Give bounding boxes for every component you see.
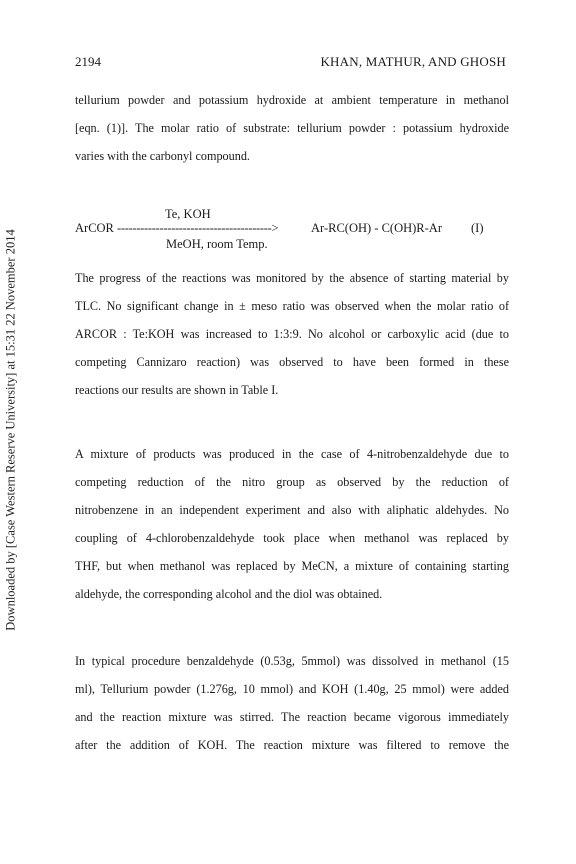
text-line: [eqn. (1)]. The molar ratio of substrate: tellurium powder : potassium hydroxide — [75, 121, 509, 135]
text-line: ml), Tellurium powder (1.276g, 10 mmol) and KOH (1.40g, 25 mmol) were added — [75, 682, 509, 696]
text-line: A mixture of products was produced in the case of 4-nitrobenzaldehyde due to — [75, 447, 509, 461]
text-line: reactions our results are shown in Table I. — [75, 383, 279, 397]
text-line: nitrobenzene in an independent experiment and also with aliphatic aldehydes. No — [75, 503, 509, 517]
reactant: ArCOR — [75, 221, 114, 235]
paragraph-intro — [75, 86, 509, 170]
text-line: tellurium powder and potassium hydroxide at ambient temperature in methanol — [75, 93, 509, 107]
product: Ar-RC(OH) - C(OH)R-Ar — [311, 221, 442, 235]
page-number: 2194 — [75, 54, 101, 69]
text-line: varies with the carbonyl compound. — [75, 149, 250, 163]
text-line: In typical procedure benzaldehyde (0.53g, 5mmol) was dissolved in methanol (15 — [75, 654, 509, 668]
text-line: competing reduction of the nitro group as observed by the reduction of — [75, 475, 509, 489]
text-line: TLC. No significant change in ± meso ratio was observed when the molar ratio of — [75, 299, 509, 313]
paragraph-mixture — [75, 440, 509, 608]
text-line: and the reaction mixture was stirred. The reaction became vigorous immediately — [75, 710, 509, 724]
equation-number: (I) — [471, 221, 484, 235]
paragraph-procedure — [75, 647, 509, 759]
text-line: The progress of the reactions was monitored by the absence of starting material by — [75, 271, 509, 285]
text-line: after the addition of KOH. The reaction mixture was filtered to remove the — [75, 738, 509, 752]
text-line: THF, but when methanol was replaced by MeCN, a mixture of containing starting — [75, 559, 509, 573]
text-line: competing Cannizaro reaction) was observed to have been formed in these — [75, 355, 509, 369]
conditions-below-arrow: MeOH, room Temp. — [166, 237, 268, 251]
download-watermark: Downloaded by [Case Western Reserve University] at 15:31 22 November 2014 — [3, 229, 18, 631]
text-line: ARCOR : Te:KOH was increased to 1:3:9. No alcohol or carboxylic acid (due to — [75, 327, 509, 341]
reagents-above-arrow: Te, KOH — [165, 207, 211, 221]
paragraph-progress — [75, 264, 509, 404]
text-line: coupling of 4-chlorobenzaldehyde took place when methanol was replaced by — [75, 531, 509, 545]
reaction-arrow: ----------------------------------------> — [117, 221, 279, 235]
text-line: aldehyde, the corresponding alcohol and the diol was obtained. — [75, 587, 383, 601]
running-head-authors: KHAN, MATHUR, AND GHOSH — [320, 54, 506, 69]
